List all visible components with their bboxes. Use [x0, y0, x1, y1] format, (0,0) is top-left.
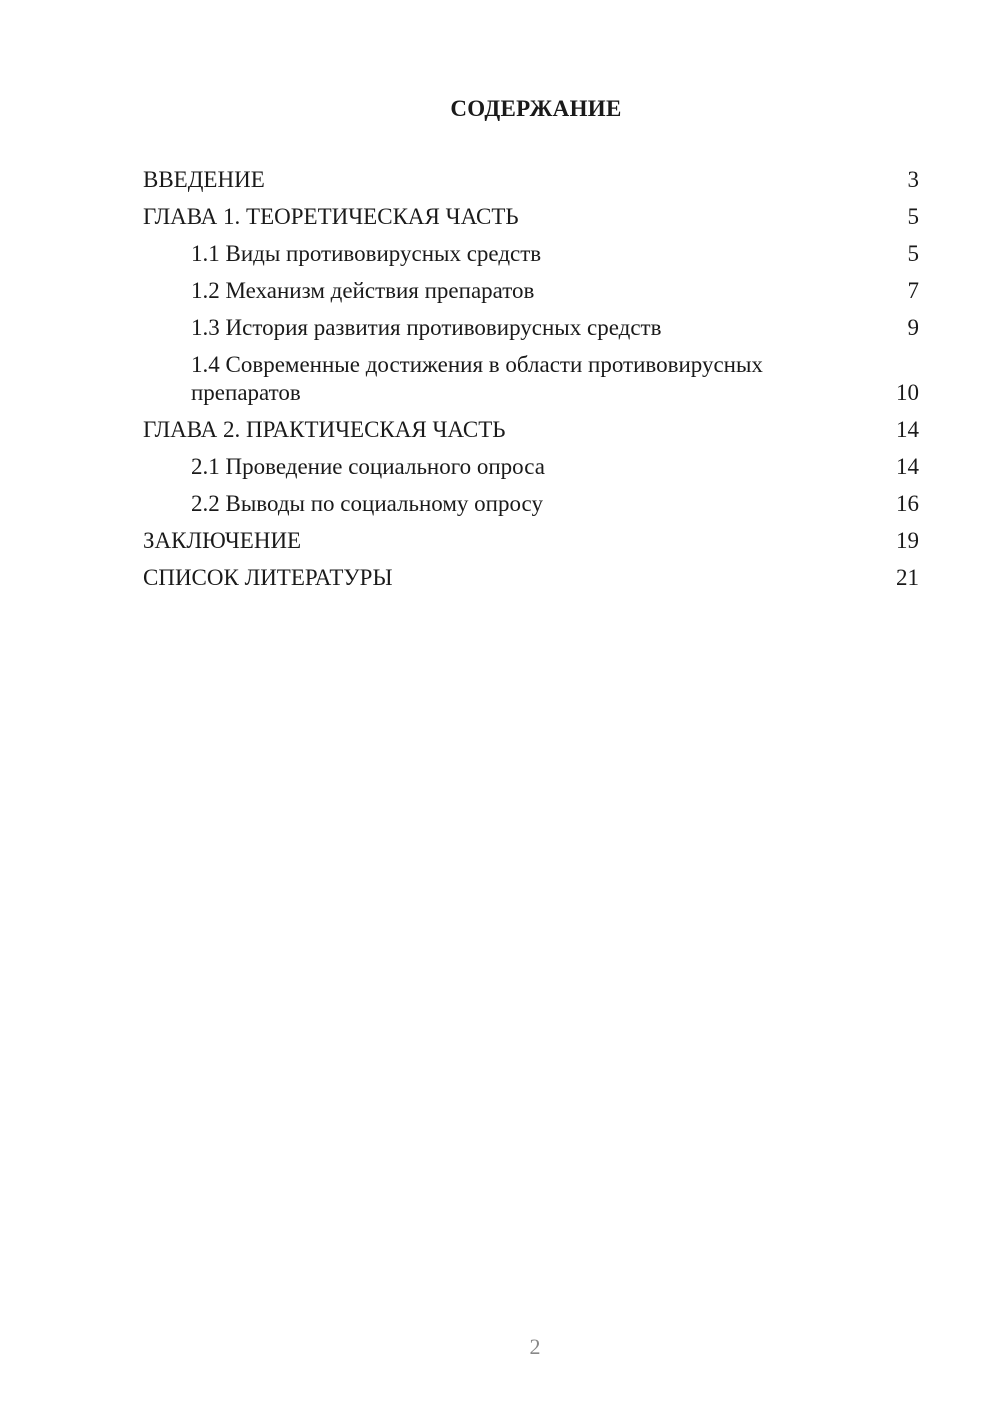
toc-entry-section-1-2[interactable] — [143, 277, 919, 305]
toc-entry-page: 3 — [907, 167, 919, 192]
page-title: СОДЕРЖАНИЕ — [450, 96, 622, 121]
toc-entry-page: 19 — [896, 528, 919, 553]
toc-entry-page: 10 — [896, 380, 919, 405]
toc-entry-introduction[interactable] — [143, 166, 919, 194]
toc-entry-section-2-2[interactable] — [143, 490, 919, 518]
page-number: 2 — [529, 1334, 541, 1359]
toc-entry-chapter-1[interactable] — [143, 203, 919, 231]
toc-entry-page: 21 — [896, 565, 919, 590]
toc-entry-section-1-4[interactable] — [143, 351, 919, 407]
toc-entry-label: ГЛАВА 2. ПРАКТИЧЕСКАЯ ЧАСТЬ — [143, 417, 506, 442]
toc-entry-label: ВВЕДЕНИЕ — [143, 167, 265, 192]
toc-entry-label: ГЛАВА 1. ТЕОРЕТИЧЕСКАЯ ЧАСТЬ — [143, 204, 519, 229]
toc-entry-label: 1.1 Виды противовирусных средств — [191, 241, 542, 266]
toc-entry-label: 1.4 Современные достижения в области противовирусных препаратов — [191, 352, 763, 405]
toc-entry-page: 7 — [907, 278, 919, 303]
toc-entry-label: ЗАКЛЮЧЕНИЕ — [143, 528, 302, 553]
table-of-contents — [143, 166, 919, 601]
toc-entry-conclusion[interactable] — [143, 527, 919, 555]
toc-entry-page: 14 — [896, 454, 919, 479]
toc-entry-label: СПИСОК ЛИТЕРАТУРЫ — [143, 565, 393, 590]
toc-entry-page: 5 — [907, 241, 919, 266]
toc-entry-label: 2.2 Выводы по социальному опросу — [191, 491, 543, 516]
toc-entry-label: 1.3 История развития противовирусных средств — [191, 315, 662, 340]
toc-entry-section-1-1[interactable] — [143, 240, 919, 268]
toc-entry-label: 1.2 Механизм действия препаратов — [191, 278, 535, 303]
toc-entry-label: 2.1 Проведение социального опроса — [191, 454, 545, 479]
toc-entry-page: 9 — [907, 315, 919, 340]
toc-entry-chapter-2[interactable] — [143, 416, 919, 444]
toc-entry-section-2-1[interactable] — [143, 453, 919, 481]
toc-entry-page: 5 — [907, 204, 919, 229]
toc-entry-page: 14 — [896, 417, 919, 442]
toc-entry-page: 16 — [896, 491, 919, 516]
toc-entry-section-1-3[interactable] — [143, 314, 919, 342]
toc-entry-references[interactable] — [143, 564, 919, 592]
